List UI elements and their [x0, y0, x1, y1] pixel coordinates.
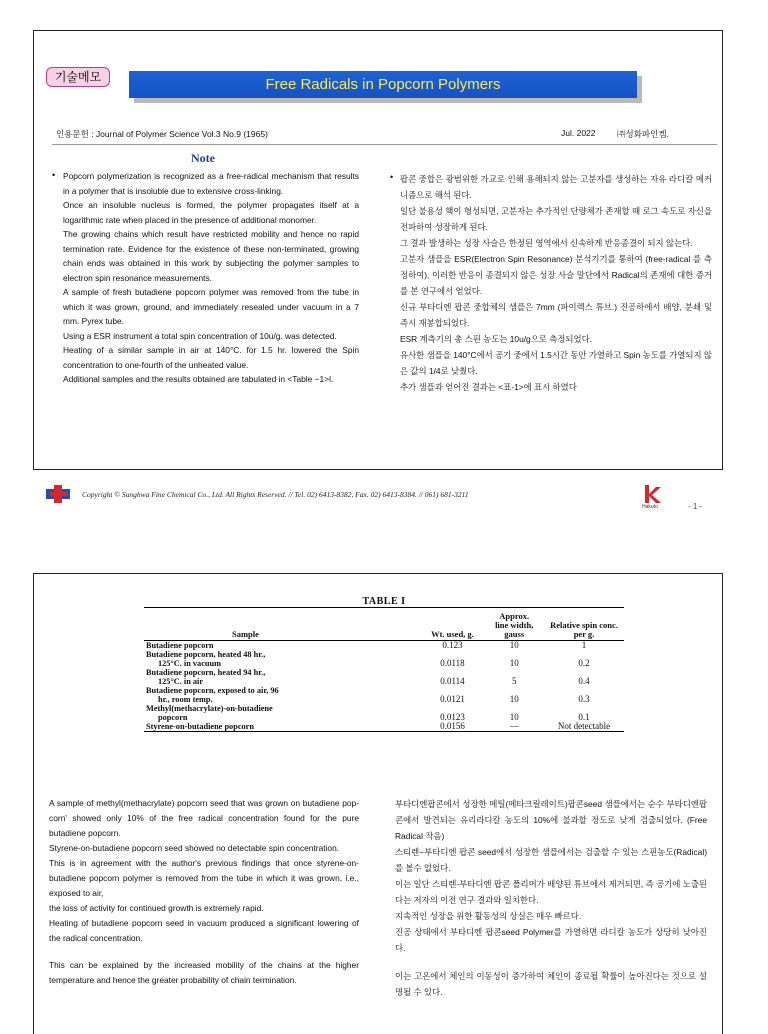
- cell-spin: 0.1: [578, 712, 590, 722]
- cell-line-width: 10: [509, 694, 519, 704]
- table-row: [144, 704, 624, 722]
- table-row: [144, 722, 624, 732]
- cell-sample: [144, 641, 420, 651]
- table-row: [144, 641, 624, 651]
- table-body: [144, 641, 624, 732]
- paragraph: A sample of fresh butadiene popcorn polymer was removed from the tube in which it was grown, ground, and immediately resealed under vacuum in a 7 mm. Pyrex tube.: [63, 287, 359, 326]
- results-table: [144, 607, 624, 732]
- cell-sample: [144, 668, 420, 686]
- korean-text-column: [395, 796, 707, 1000]
- cell-line-width: —: [484, 722, 544, 732]
- bullet-icon: •: [390, 172, 394, 182]
- cell-sample: [144, 722, 420, 732]
- paragraph: Styrene-on-butadiene popcorn seed showed no detectable spin concentration.: [49, 843, 340, 853]
- sample-line: popcorn: [158, 713, 188, 722]
- paragraph: The growing chains which result have restricted mobility and hence no rapid termination rate. Evidence for the existence of these non-terminated, growing chain ends was obtained in this work by subjecting the polymer samples to electron spin resonance measurements.: [63, 229, 359, 283]
- paragraph: 스티렌−부타디엔 팝콘 seed에서 성장한 샘플에서는 검출할 수 있는 스핀농도(Radical)를 볼수 없었다.: [395, 847, 707, 873]
- document-page-2: [33, 573, 723, 1034]
- sample-line: 125°C. in vacuum: [158, 659, 222, 668]
- sunghwa-logo-icon: [46, 485, 72, 503]
- paragraph: This can be explained by the increased mobility of the chains at the higher temperature and hence the greater probability of chain termination.: [49, 960, 359, 985]
- title-banner: Free Radicals in Popcorn Polymers: [129, 71, 637, 98]
- sample-line: Methyl(methacrylate)-on-butadiene: [146, 704, 273, 713]
- paragraph: 이는 일단 스티렌-부타디엔 팝콘 폴리머가 배양된 튜브에서 제거되면, 즉 공기에 노출된다는 저자의 이전 연구 결과와 일치한다.: [395, 879, 707, 905]
- cell-weight: 0.0114: [440, 676, 465, 686]
- cell-sample: [144, 686, 420, 704]
- page-number: - 1 -: [688, 502, 703, 511]
- sample-line: Butadiene popcorn: [146, 641, 214, 650]
- paragraph: 지속적인 성장을 위한 활동성의 상실은 매우 빠르다.: [395, 911, 582, 921]
- paragraph: 유사한 샘플을 140°C에서 공기 중에서 1.5시간 동안 가열하고 Spin 농도를 가열되지 않은 값의 1/4로 낮췄다.: [400, 350, 712, 376]
- header-divider: [52, 144, 717, 145]
- cell-line-width: 10: [509, 640, 519, 650]
- paragraph: 부타디엔팝콘에서 성장한 메틸(메타크릴레이트)팝콘seed 샘플에서는 순수 부타디엔팝콘에서 발견되는 유리라디칼 농도의 10%에 불과할 정도로 낮게 검출되었다. (Free Radical 작음): [395, 799, 707, 841]
- paragraph: This is in agreement with the author's previous findings that once styrene-on-butadiene popcorn polymer is removed from the tube in which it was grown, i.e., exposed to air,: [49, 858, 359, 898]
- company-name: ㈜성화파인켐.: [617, 129, 669, 139]
- bullet-icon: •: [52, 170, 56, 180]
- copyright-text: Copyright © Sunghwa Fine Chemical Co., Ltd. All Rights Reserved. // Tel. 02) 6413-8382, Fax. 02) 6413-8384. // 061) 681-3211: [82, 490, 469, 499]
- publish-date: Jul. 2022: [561, 128, 596, 138]
- cell-spin: 0.3: [578, 694, 590, 704]
- cell-spin: Not detectable: [544, 722, 624, 732]
- cell-line-width: 10: [509, 712, 519, 722]
- korean-text-column: [400, 171, 712, 395]
- table-row: [144, 686, 624, 704]
- table-header-row: [144, 608, 624, 641]
- paragraph: 고분자 샘플을 ESR(Electron Spin Resonance) 분석기기를 통하여 (free-radical 를 측정하여), 이러한 반응이 종결되지 않은 성장 사슬 말단에서 Radical의 존재에 대한 증거를 본 연구에서 얻었다.: [400, 254, 712, 296]
- paragraph: 일단 불용성 핵이 형성되면, 고분자는 추가적인 단량체가 존재할 때 로그 속도로 자신을 전파하여 성장하게 된다.: [400, 206, 712, 232]
- paragraph: 그 결과 발생하는 성장 사슬은 한정된 영역에서 신속하게 반응종결이 되지 않는다.: [400, 238, 693, 248]
- cell-line-width: 10: [509, 658, 519, 668]
- paragraph: the loss of activity for continued growth is extremely rapid.: [49, 903, 264, 913]
- paragraph: 진공 상태에서 부타디엔 팝콘seed Polymer를 가열하면 라디칼 농도가 상당히 낮아진다.: [395, 927, 707, 953]
- table-row: [144, 668, 624, 686]
- paragraph: 이는 고온에서 체인의 이동성이 증가하여 체인이 종료될 확률이 높아진다는 것으로 설명될 수 있다.: [395, 971, 707, 997]
- table-title: TABLE I: [362, 596, 406, 607]
- cell-line-width: 5: [511, 676, 517, 686]
- header-sample: Sample: [232, 629, 259, 639]
- english-text-column: [63, 169, 359, 387]
- paragraph: 신규 부타디엔 팝콘 중합체의 샘플은 7mm (파이렉스 튜브.) 진공하에서 배양, 분쇄 및 즉시 재봉합되었다.: [400, 302, 712, 328]
- paragraph: Popcorn polymerization is recognized as a free-radical mechanism that results in a polymer that is insoluble due to extensive cross-linking.: [63, 171, 359, 196]
- hakuto-label: Hakuto: [642, 504, 658, 510]
- sample-line: Butadiene popcorn, exposed to air, 96: [146, 686, 279, 695]
- header-line-width-text: Approx. line width, gauss: [495, 611, 534, 639]
- header-spin: [544, 608, 624, 641]
- paragraph: Using a ESR instrument a total spin concentration of 10u/g. was detected.: [63, 330, 337, 341]
- paragraph: Heating of a similar sample in air at 140°C. for 1.5 hr. lowered the Spin concentration to one-fourth of the unheated value.: [63, 345, 359, 370]
- sample-line: hr., room temp.: [158, 695, 213, 704]
- sample-line: Butadiene popcorn, heated 48 hr.,: [146, 650, 266, 659]
- cell-sample: [144, 650, 420, 668]
- paragraph: 추가 샘플과 얻어진 결과는 <표-1>에 표시 하였다: [400, 382, 577, 392]
- sample-line: 125°C. in air: [158, 677, 204, 686]
- hakuto-logo-icon: [641, 483, 663, 505]
- cell-sample: [144, 704, 420, 722]
- cell-spin: 0.2: [578, 658, 590, 668]
- cell-weight: 0.0118: [440, 658, 465, 668]
- results-table-block: [144, 596, 624, 732]
- cell-weight: 0.0121: [440, 694, 465, 704]
- sample-line: Butadiene popcorn, heated 94 hr.,: [146, 668, 266, 677]
- header-weight: Wt. used, g.: [431, 629, 474, 639]
- table-row: [144, 650, 624, 668]
- cell-weight: 0.0156: [420, 722, 484, 732]
- cell-spin: 1: [581, 640, 587, 650]
- paragraph: Once an insoluble nucleus is formed, the polymer propagates itself at a logarithmic rate when placed in the presence of additional monomer.: [63, 200, 359, 225]
- page-footer: [46, 485, 716, 511]
- citation: 인용문헌 : Journal of Polymer Science Vol.3 No.9 (1965): [56, 129, 268, 139]
- header-line-width: [484, 608, 544, 641]
- sample-line: Styrene-on-butadiene popcorn: [146, 722, 254, 731]
- document-page-1: [33, 30, 723, 470]
- cell-weight: 0.123: [442, 640, 463, 650]
- paragraph: ESR 계측기의 총 스핀 농도는 10u/g으로 측정되었다.: [400, 334, 592, 344]
- header-spin-text: Relative spin conc. per g.: [550, 620, 618, 639]
- paragraph: Heating of butadiene popcorn seed in vacuum produced a significant lowering of the radical concentration.: [49, 918, 359, 943]
- tech-memo-tag: 기술메모: [46, 67, 110, 87]
- cell-weight: 0.0123: [440, 712, 465, 722]
- paragraph: 팝콘 중합은 광범위한 가교로 인해 용해되지 않는 고분자를 생성하는 자유 라디칼 메커니즘으로 해석 된다.: [400, 174, 712, 200]
- english-text-column: [49, 796, 359, 988]
- note-heading: Note: [191, 151, 215, 165]
- cell-spin: 0.4: [578, 676, 590, 686]
- paragraph: Additional samples and the results obtained are tabulated in <Table −1>l.: [63, 374, 334, 384]
- paragraph: A sample of methyl(methacrylate) popcorn seed that was grown on butadiene pop-corn' showed only 10% of the free radical concentration found for the pure butadiene popcorn.: [49, 798, 359, 838]
